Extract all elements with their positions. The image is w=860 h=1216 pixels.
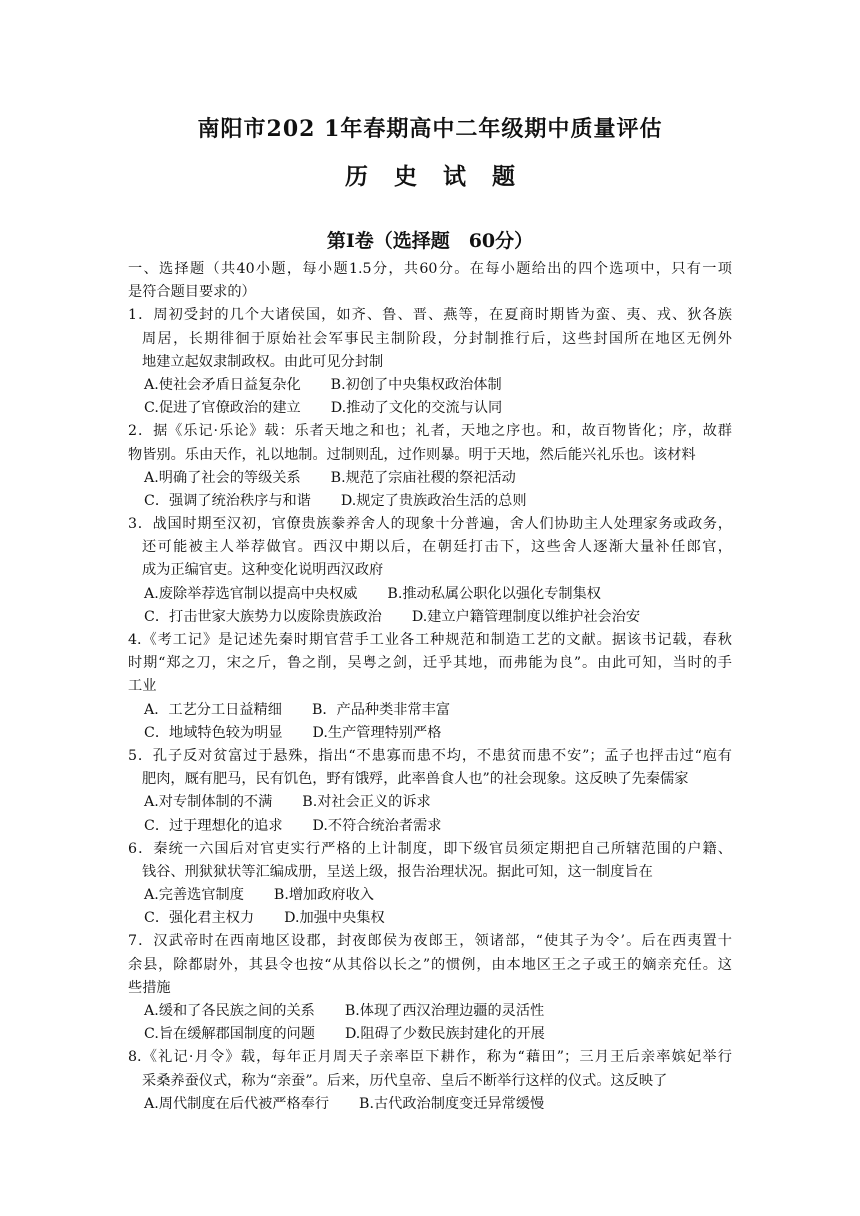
subject-char: 史 — [394, 163, 417, 190]
answer-option: A.废除举荐选官制以提高中央权威 — [144, 585, 358, 602]
option-row — [128, 1000, 732, 1023]
answer-option: C．过于理想化的追求 — [144, 817, 283, 834]
answer-option: D.阻碍了少数民族封建化的开展 — [344, 1026, 545, 1043]
answer-option: B.增加政府收入 — [273, 887, 374, 904]
question-stem-line: 肥肉，厩有肥马，民有饥色，野有饿殍，此率兽食人也”的社会现象。这反映了先秦儒家 — [142, 771, 689, 788]
option-row — [128, 722, 732, 745]
question-stem-line: 工业 — [128, 678, 157, 695]
exam-title: 南阳市202 1年春期高中二年级期中质量评估 — [197, 116, 663, 142]
option-row — [128, 1023, 732, 1046]
answer-option: D.建立户籍管理制度以维护社会治安 — [411, 608, 641, 625]
answer-option: B.对社会正义的诉求 — [302, 794, 431, 811]
subject-char: 历 — [345, 163, 368, 190]
answer-option: C.促进了官僚政治的建立 — [144, 400, 301, 417]
option-row — [128, 490, 732, 513]
question-stem: 4.《考工记》是记述先秦时期官营手工业各工种规范和制造工艺的文献。据该书记载，春秋 — [128, 632, 732, 648]
question-item — [128, 629, 732, 745]
option-row — [128, 467, 732, 490]
option-row — [128, 397, 732, 420]
option-row — [128, 791, 732, 814]
answer-option: B.推动私属公职化以强化专制集权 — [387, 585, 601, 602]
option-row — [128, 907, 732, 930]
question-stem: 5．孔子反对贫富过于悬殊，指出“不患寡而患不均，不患贫而患不安”；孟子也抨击过“庖有 — [128, 747, 732, 764]
question-stem: 1．周初受封的几个大诸侯国，如齐、鲁、晋、燕等，在夏商时期皆为蛮、夷、戎、狄各族 — [128, 307, 732, 324]
question-item — [128, 745, 732, 838]
question-stem: 7．汉武帝时在西南地区设郡，封夜郎侯为夜郎王，领诸部，“使其子为令’。后在西夷置十 — [128, 933, 732, 950]
option-row — [128, 1093, 732, 1116]
subject-char: 试 — [443, 163, 466, 190]
answer-option: B.体现了西汉治理边疆的灵活性 — [344, 1003, 545, 1019]
answer-option: C．强化君主权力 — [144, 910, 255, 927]
question-stem-line: 地建立起奴隶制政权。由此可见分封制 — [142, 353, 384, 370]
answer-option: A.明确了社会的等级关系 — [144, 469, 301, 486]
answer-option: A.缓和了各民族之间的关系 — [144, 1003, 315, 1019]
question-body — [128, 258, 732, 1116]
answer-option: D.推动了文化的交流与认同 — [330, 400, 503, 417]
question-stem-line: 余县，除都尉外，其县令也按“从其俗以长之”的惯例，由本地区王之子或王的嫡亲充任。这 — [128, 956, 732, 973]
question-stem: 8.《礼记·月令》载，每年正月周天子亲率臣下耕作，称为“藉田”；三月王后亲率嫔妃举行 — [128, 1049, 732, 1066]
question-stem: 3．战国时期至汉初，官僚贵族豢养舍人的现象十分普遍，舍人们协助主人处理家务或政务， — [128, 516, 732, 533]
question-item — [128, 420, 732, 513]
question-stem-line: 成为正编官吏。这种变化说明西汉政府 — [142, 562, 384, 579]
answer-option: B．产品种类非常丰富 — [311, 701, 451, 718]
question-item — [128, 930, 732, 1046]
answer-option: D.加强中央集权 — [284, 910, 385, 927]
answer-option: A.周代制度在后代被严格奉行 — [144, 1095, 330, 1112]
option-row — [128, 606, 732, 629]
answer-option: B.规范了宗庙社稷的祭祀活动 — [330, 469, 516, 486]
answer-option: B.古代政治制度变迁异常缓慢 — [359, 1095, 545, 1112]
option-row — [128, 884, 732, 907]
question-stem-line: 周居，长期徘徊于原始社会军事民主制阶段，分封制推行后，这些封国所在地区无例外 — [142, 330, 732, 347]
question-stem: 6．秦统一六国后对官吏实行严格的上计制度，即下级官员须定期把自己所辖范围的户籍、 — [128, 840, 732, 857]
answer-option: D.生产管理特别严格 — [312, 724, 442, 741]
question-item — [128, 838, 732, 931]
answer-option: A.对专制体制的不满 — [144, 794, 273, 811]
answer-option: A.使社会矛盾日益复杂化 — [144, 376, 301, 393]
question-stem-line: 还可能被主人举荐做官。西汉中期以后，在朝廷打击下，这些舍人逐渐大量补任郎官， — [142, 539, 732, 556]
answer-option: C．地域特色较为明显 — [144, 724, 283, 741]
section-title: 第Ⅰ卷（选择题 60分） — [326, 230, 534, 252]
answer-option: D.规定了贵族政治生活的总则 — [340, 492, 527, 509]
answer-option: D.不符合统治者需求 — [312, 817, 442, 834]
subject-char: 题 — [492, 163, 515, 190]
option-row — [128, 374, 732, 397]
answer-option: A.完善选官制度 — [144, 887, 244, 904]
answer-option: B.初创了中央集权政治体制 — [330, 376, 502, 393]
answer-option: C.旨在缓解郡国制度的问题 — [144, 1026, 315, 1043]
question-stem-line: 钱谷、刑狱狱状等汇编成册，呈送上级，报告治理状况。据此可知，这一制度旨在 — [142, 863, 653, 880]
option-row — [128, 815, 732, 838]
question-item — [128, 1046, 732, 1116]
question-stem-line: 些措施 — [128, 979, 171, 996]
question-stem-line: 物皆别。乐由天作，礼以地制。过制则乱，过作则暴。明于天地，然后能兴礼乐也。该材料 — [128, 446, 696, 463]
instruction-line: 是符合题目要求的） — [128, 284, 256, 301]
answer-option: C．打击世家大族势力以废除贵族政治 — [144, 608, 382, 625]
option-row — [128, 699, 732, 722]
answer-option: A．工艺分工日益精细 — [144, 701, 282, 718]
question-item — [128, 304, 732, 420]
option-row — [128, 583, 732, 606]
question-stem-line: 采桑养蚕仪式，称为“亲蚕”。后来，历代皇帝、皇后不断举行这样的仪式。这反映了 — [142, 1072, 668, 1089]
subject-title — [0, 158, 860, 191]
instruction-line: 一、选择题（共40小题，每小题1.5分，共60分。在每小题给出的四个选项中，只有一项 — [128, 261, 732, 277]
question-item — [128, 513, 732, 629]
question-stem: 2．据《乐记·乐论》载：乐者天地之和也；礼者，天地之序也。和，故百物皆化；序，故群 — [128, 423, 732, 440]
answer-option: C．强调了统治秩序与和谐 — [144, 492, 311, 509]
question-stem-line: 时期“郑之刀，宋之斤，鲁之削，吴粤之剑，迁乎其地，而弗能为良”。由此可知，当时的手 — [128, 655, 732, 672]
question-list — [128, 304, 732, 1116]
